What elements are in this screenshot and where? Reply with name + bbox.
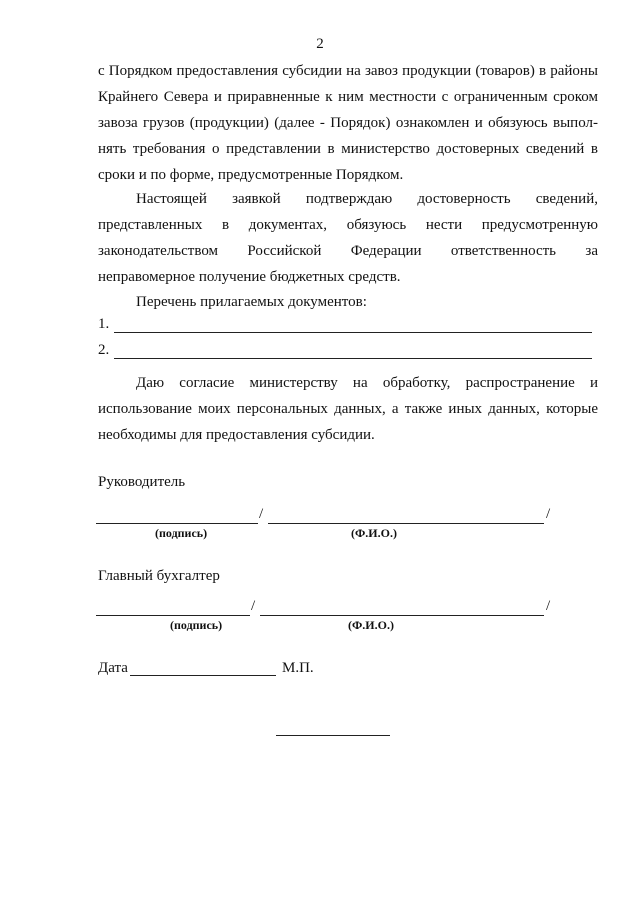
separator-slash: /: [259, 506, 264, 522]
text-line: Крайнего Севера и приравненные к ним местности с ограниченным сроком: [98, 89, 598, 105]
text-line: сроки и по форме, предусмотренные Порядком.: [98, 167, 404, 183]
closing-rule: [276, 735, 390, 736]
signature-caption: (подпись): [155, 526, 208, 540]
attachment-fill-line: [114, 358, 592, 359]
text-line: Даю согласие министерству на обработку, распространение и: [136, 375, 598, 391]
text-line: неправомерное получение бюджетных средств.: [98, 269, 401, 285]
accountant-label: Главный бухгалтер: [98, 568, 220, 584]
text-line: Настоящей заявкой подтверждаю достоверность сведений,: [136, 191, 598, 207]
text-line: представленных в документах, обязуюсь нести предусмотренную: [98, 217, 598, 233]
text-line: законодательством Российской Федерации ответственность за: [98, 243, 598, 259]
text-line: использование моих персональных данных, а также иных данных, которые: [98, 401, 598, 417]
attachment-number: 1.: [98, 316, 110, 332]
text-line: с Порядком предоставления субсидии на завоз продукции (товаров) в районы: [98, 63, 598, 79]
accountant-name-line: [260, 615, 544, 616]
name-caption: (Ф.И.О.): [348, 618, 394, 632]
accountant-signature-line: [96, 615, 250, 616]
text-line: необходимы для предоставления субсидии.: [98, 427, 375, 443]
stamp-label: М.П.: [282, 660, 314, 676]
text-line: нять требования о представлении в министерство достоверных сведений в: [98, 141, 598, 157]
name-caption: (Ф.И.О.): [351, 526, 397, 540]
page-number: 2: [316, 36, 324, 52]
separator-slash: /: [546, 506, 551, 522]
attachments-heading: Перечень прилагаемых документов:: [136, 294, 367, 310]
signature-caption: (подпись): [170, 618, 223, 632]
paragraph-agreement: [98, 58, 598, 188]
attachment-fill-line: [114, 332, 592, 333]
separator-slash: /: [251, 598, 256, 614]
attachment-item: [98, 342, 592, 362]
attachment-number: 2.: [98, 342, 110, 358]
paragraph-confirmation: [98, 186, 598, 290]
head-label: Руководитель: [98, 474, 186, 490]
separator-slash: /: [546, 598, 551, 614]
head-signature-line: [96, 523, 258, 524]
date-fill-line: [130, 675, 276, 676]
paragraph-consent: [98, 370, 598, 448]
attachment-item: [98, 316, 592, 336]
date-label: Дата: [98, 660, 128, 676]
head-name-line: [268, 523, 544, 524]
text-line: завоза грузов (продукции) (далее - Порядок) ознакомлен и обязуюсь выпол-: [98, 115, 598, 131]
